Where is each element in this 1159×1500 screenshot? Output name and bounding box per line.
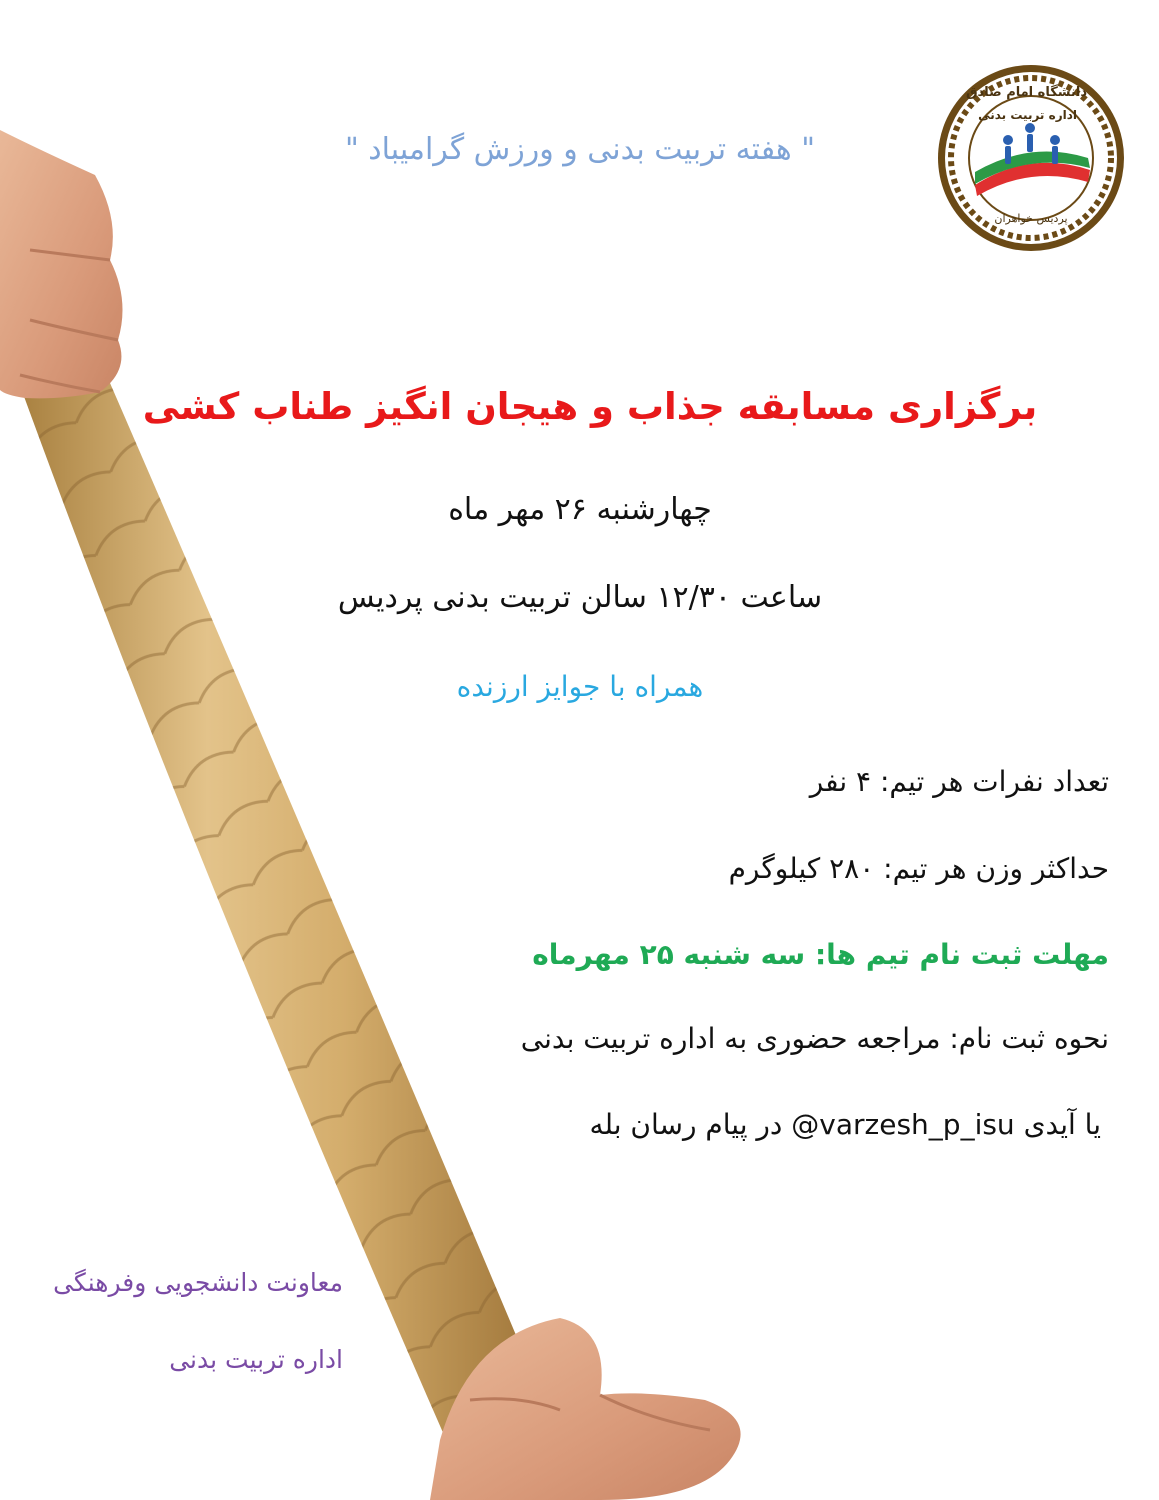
headline: برگزاری مسابقه جذاب و هیجان انگیز طناب کشی: [142, 385, 1038, 428]
logo-middle-text: اداره تربیت بدنی: [978, 108, 1077, 122]
registration-method: نحوه ثبت نام: مراجعه حضوری به اداره تربیت بدنی: [520, 1022, 1109, 1055]
event-time-place: ساعت ۱۲/۳۰ سالن تربیت بدنی پردیس: [337, 580, 823, 615]
registration-deadline: مهلت ثبت نام تیم ها: سه شنبه ۲۵ مهرماه: [532, 938, 1109, 971]
upper-hand: [0, 130, 123, 398]
team-max-weight: حداکثر وزن هر تیم: ۲۸۰ کیلوگرم: [728, 852, 1109, 885]
event-date: چهارشنبه ۲۶ مهر ماه: [448, 492, 712, 527]
signature-line-2: اداره تربیت بدنی: [169, 1345, 343, 1374]
signature-line-1: معاونت دانشجویی وفرهنگی: [53, 1268, 343, 1297]
logo-bottom-text: پردیس خواهران: [994, 212, 1068, 225]
motto: " هفته تربیت بدنی و ورزش گرامیباد ": [344, 132, 816, 167]
logo-top-text: دانشگاه امام صادق: [965, 85, 1087, 100]
prizes-note: همراه با جوایز ارزنده: [456, 670, 704, 703]
team-members: تعداد نفرات هر تیم: ۴ نفر: [809, 765, 1109, 798]
contact-id: یا آیدی varzesh_p_isu@ در پیام رسان بله: [589, 1108, 1101, 1141]
